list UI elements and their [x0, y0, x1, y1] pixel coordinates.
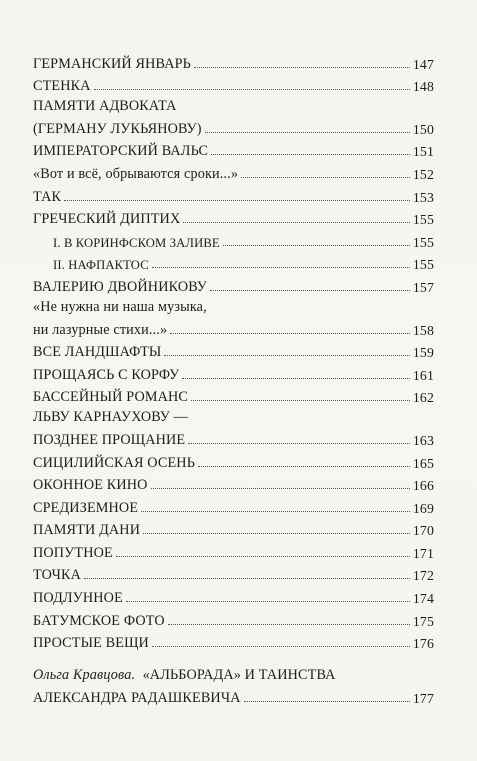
toc-title: АЛЕКСАНДРА РАДАШКЕВИЧА: [33, 689, 241, 706]
afterword-author: Ольга Кравцова.: [33, 667, 136, 684]
dot-leader: [151, 488, 410, 489]
toc-entry: [33, 138, 434, 161]
toc-page-number: 162: [412, 390, 434, 406]
toc-entry: [33, 584, 434, 607]
toc-title: БАТУМСКОЕ ФОТО: [33, 612, 165, 629]
dot-leader: [183, 222, 410, 223]
toc-page-number: 159: [412, 345, 434, 361]
toc-title: ПОДЛУННОЕ: [33, 590, 123, 607]
dot-leader: [198, 466, 410, 467]
toc-page-number: 148: [412, 79, 434, 95]
toc-entry: [33, 630, 434, 653]
dot-leader: [94, 89, 410, 90]
dot-leader: [194, 67, 410, 68]
toc-page-number: 175: [412, 613, 434, 629]
toc-entry: [33, 517, 434, 540]
dot-leader: [143, 533, 410, 534]
toc-title: ВАЛЕРИЮ ДВОЙНИКОВУ: [33, 278, 207, 295]
toc-title: СТЕНКА: [33, 78, 91, 95]
toc-page-number: 166: [412, 478, 434, 494]
toc-entry: [33, 607, 434, 630]
toc-entry: [33, 50, 434, 73]
toc-entry: [33, 273, 434, 296]
toc-title: «Вот и всё, обрываются сроки...»: [33, 165, 239, 182]
dot-leader: [152, 646, 410, 647]
toc-title: II. НАФПАКТОС: [53, 258, 149, 273]
dot-leader: [84, 578, 410, 579]
toc-page-number: 176: [412, 636, 434, 652]
toc-entry: [33, 539, 434, 562]
toc-page-number: 153: [412, 189, 434, 205]
dot-leader: [205, 132, 410, 133]
toc-title: I. В КОРИНФСКОМ ЗАЛИВЕ: [53, 235, 220, 250]
toc-title: ТОЧКА: [33, 567, 82, 584]
dot-leader: [126, 601, 410, 602]
dot-leader: [210, 290, 410, 291]
toc-title-line1: ЛЬВУ КАРНАУХОВУ —: [33, 409, 188, 426]
dot-leader: [170, 333, 410, 334]
toc-title: ИМПЕРАТОРСКИЙ ВАЛЬС: [33, 143, 209, 160]
toc-page-number: 177: [412, 690, 434, 706]
dot-leader: [168, 624, 410, 625]
toc-page-number: 172: [412, 568, 434, 584]
dot-leader: [182, 378, 410, 379]
toc-page-number: 161: [412, 367, 434, 383]
toc-entry: [33, 449, 434, 472]
toc-entry: [33, 339, 434, 362]
toc-page-number: 169: [412, 500, 434, 516]
toc-page-number: 155: [412, 234, 434, 250]
toc-page-number: 147: [412, 56, 434, 72]
toc-title-line1: «Не нужна ни наша музыка,: [33, 298, 207, 315]
toc-title: ПОЗДНЕЕ ПРОЩАНИЕ: [33, 431, 186, 448]
toc-entry: [33, 384, 434, 407]
toc-title: СРЕДИЗЕМНОЕ: [33, 499, 139, 516]
toc-page-number: 155: [412, 257, 434, 273]
toc-entry: [33, 472, 434, 495]
toc-entry: [33, 494, 434, 517]
toc-page-number: 155: [412, 212, 434, 228]
toc-title: СИЦИЛИЙСКАЯ ОСЕНЬ: [33, 454, 195, 471]
toc-title: ТАК: [33, 188, 62, 205]
dot-leader: [141, 511, 410, 512]
toc-entry: [33, 406, 434, 449]
toc-subentry: [33, 251, 434, 274]
toc-subentry: [33, 228, 434, 251]
dot-leader: [241, 177, 410, 178]
toc-page-number: 163: [412, 432, 434, 448]
toc-title: ПРОСТЫЕ ВЕЩИ: [33, 635, 149, 652]
toc-page-number: 170: [412, 523, 434, 539]
dot-leader: [223, 245, 410, 246]
toc-page-number: 152: [412, 166, 434, 182]
toc-page-number: 171: [412, 545, 434, 561]
toc-title-line1: «АЛЬБОРАДА» И ТАИНСТВА: [142, 667, 336, 684]
toc-page-number: 165: [412, 455, 434, 471]
toc-title: ВСЕ ЛАНДШАФТЫ: [33, 344, 162, 361]
table-of-contents: [33, 50, 434, 707]
toc-page-number: 174: [412, 591, 434, 607]
toc-title: ни лазурные стихи...»: [33, 321, 168, 338]
toc-title: ОКОННОЕ КИНО: [33, 477, 148, 494]
dot-leader: [152, 267, 410, 268]
dot-leader: [64, 200, 410, 201]
toc-entry: [33, 296, 434, 339]
toc-title: ГЕРМАНСКИЙ ЯНВАРЬ: [33, 55, 191, 72]
dot-leader: [164, 355, 409, 356]
toc-page-number: 158: [412, 322, 434, 338]
toc-entry: [33, 562, 434, 585]
toc-title: ПРОЩАЯСЬ С КОРФУ: [33, 366, 180, 383]
dot-leader: [188, 443, 410, 444]
toc-title: ГРЕЧЕСКИЙ ДИПТИХ: [33, 211, 181, 228]
toc-page-number: 157: [412, 279, 434, 295]
toc-title: ПОПУТНОЕ: [33, 544, 113, 561]
dot-leader: [191, 400, 410, 401]
toc-title: (ГЕРМАНУ ЛУКЬЯНОВУ): [33, 120, 202, 137]
toc-entry: [33, 361, 434, 384]
dot-leader: [116, 556, 410, 557]
toc-page-number: 150: [412, 121, 434, 137]
toc-entry: [33, 160, 434, 183]
toc-title: ПАМЯТИ ДАНИ: [33, 522, 141, 539]
toc-page-number: 151: [412, 144, 434, 160]
dot-leader: [244, 701, 410, 702]
toc-entry: [33, 73, 434, 96]
toc-entry: [33, 183, 434, 206]
toc-title: БАССЕЙНЫЙ РОМАНС: [33, 389, 189, 406]
toc-entry: [33, 95, 434, 138]
toc-afterword: [33, 664, 434, 707]
toc-title-line1: ПАМЯТИ АДВОКАТА: [33, 98, 177, 115]
dot-leader: [211, 154, 410, 155]
toc-entry: [33, 206, 434, 229]
